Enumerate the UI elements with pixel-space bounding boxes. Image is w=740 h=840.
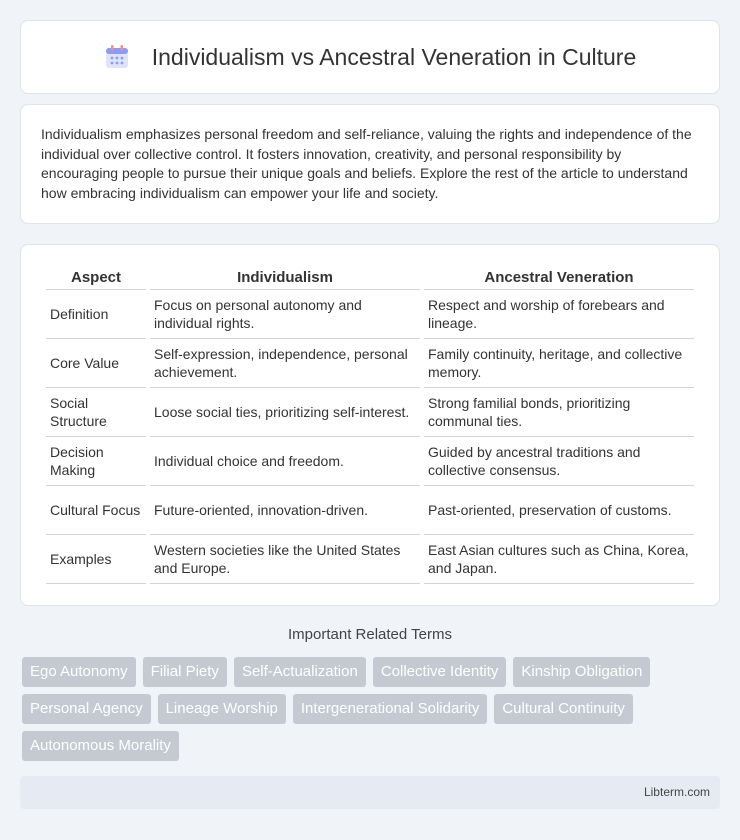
tag-intergenerational-solidarity[interactable]: Intergenerational Solidarity bbox=[293, 694, 487, 724]
tag-ego-autonomy[interactable]: Ego Autonomy bbox=[22, 657, 136, 687]
cell-individualism: Self-expression, independence, personal achievement. bbox=[150, 339, 420, 388]
cell-ancestral: East Asian cultures such as China, Korea, and Japan. bbox=[424, 535, 694, 584]
tag-autonomous-morality[interactable]: Autonomous Morality bbox=[22, 731, 179, 761]
tag-filial-piety[interactable]: Filial Piety bbox=[143, 657, 227, 687]
footer-brand-link[interactable]: Libterm.com bbox=[643, 785, 710, 799]
tag-kinship-obligation[interactable]: Kinship Obligation bbox=[513, 657, 650, 687]
intro-text: Individualism emphasizes personal freedom and self-reliance, valuing the rights and independence of the individual over collective control. It fosters innovation, creativity, and personal responsibility by encouraging people to pursue their unique goals and beliefs. Explore the rest of the article to understand how embracing individualism can empower your life and society. bbox=[41, 126, 692, 201]
table-header-row bbox=[46, 265, 694, 290]
footer bbox=[20, 776, 720, 809]
cell-individualism: Western societies like the United States and Europe. bbox=[150, 535, 420, 584]
cell-aspect: Examples bbox=[46, 535, 146, 584]
table-row bbox=[46, 486, 694, 535]
cell-ancestral: Past-oriented, preservation of customs. bbox=[424, 486, 694, 535]
tag-collective-identity[interactable]: Collective Identity bbox=[373, 657, 507, 687]
table-row bbox=[46, 535, 694, 584]
page-title: Individualism vs Ancestral Veneration in Culture bbox=[151, 43, 637, 70]
cell-individualism: Loose social ties, prioritizing self-interest. bbox=[150, 388, 420, 437]
cell-aspect: Decision Making bbox=[46, 437, 146, 486]
comparison-table bbox=[42, 265, 698, 584]
calendar-icon bbox=[104, 44, 130, 70]
related-terms-list bbox=[22, 657, 722, 761]
comparison-table-card bbox=[20, 244, 720, 606]
title-card bbox=[20, 20, 720, 94]
table-row bbox=[46, 339, 694, 388]
intro-card bbox=[20, 104, 720, 224]
related-terms-title: Important Related Terms bbox=[288, 626, 452, 643]
cell-ancestral: Strong familial bonds, prioritizing communal ties. bbox=[424, 388, 694, 437]
cell-ancestral: Guided by ancestral traditions and collective consensus. bbox=[424, 437, 694, 486]
table-row bbox=[46, 437, 694, 486]
table-row bbox=[46, 290, 694, 339]
tag-lineage-worship[interactable]: Lineage Worship bbox=[158, 694, 286, 724]
table-row bbox=[46, 388, 694, 437]
tag-personal-agency[interactable]: Personal Agency bbox=[22, 694, 151, 724]
cell-individualism: Individual choice and freedom. bbox=[150, 437, 420, 486]
cell-ancestral: Respect and worship of forebears and lineage. bbox=[424, 290, 694, 339]
cell-aspect: Social Structure bbox=[46, 388, 146, 437]
cell-aspect: Core Value bbox=[46, 339, 146, 388]
cell-aspect: Cultural Focus bbox=[46, 486, 146, 535]
header-aspect: Aspect bbox=[46, 265, 146, 290]
cell-individualism: Focus on personal autonomy and individual rights. bbox=[150, 290, 420, 339]
tag-cultural-continuity[interactable]: Cultural Continuity bbox=[494, 694, 633, 724]
header-individualism: Individualism bbox=[150, 265, 420, 290]
cell-individualism: Future-oriented, innovation-driven. bbox=[150, 486, 420, 535]
cell-ancestral: Family continuity, heritage, and collective memory. bbox=[424, 339, 694, 388]
cell-aspect: Definition bbox=[46, 290, 146, 339]
tag-self-actualization[interactable]: Self-Actualization bbox=[234, 657, 366, 687]
header-ancestral-veneration: Ancestral Veneration bbox=[424, 265, 694, 290]
